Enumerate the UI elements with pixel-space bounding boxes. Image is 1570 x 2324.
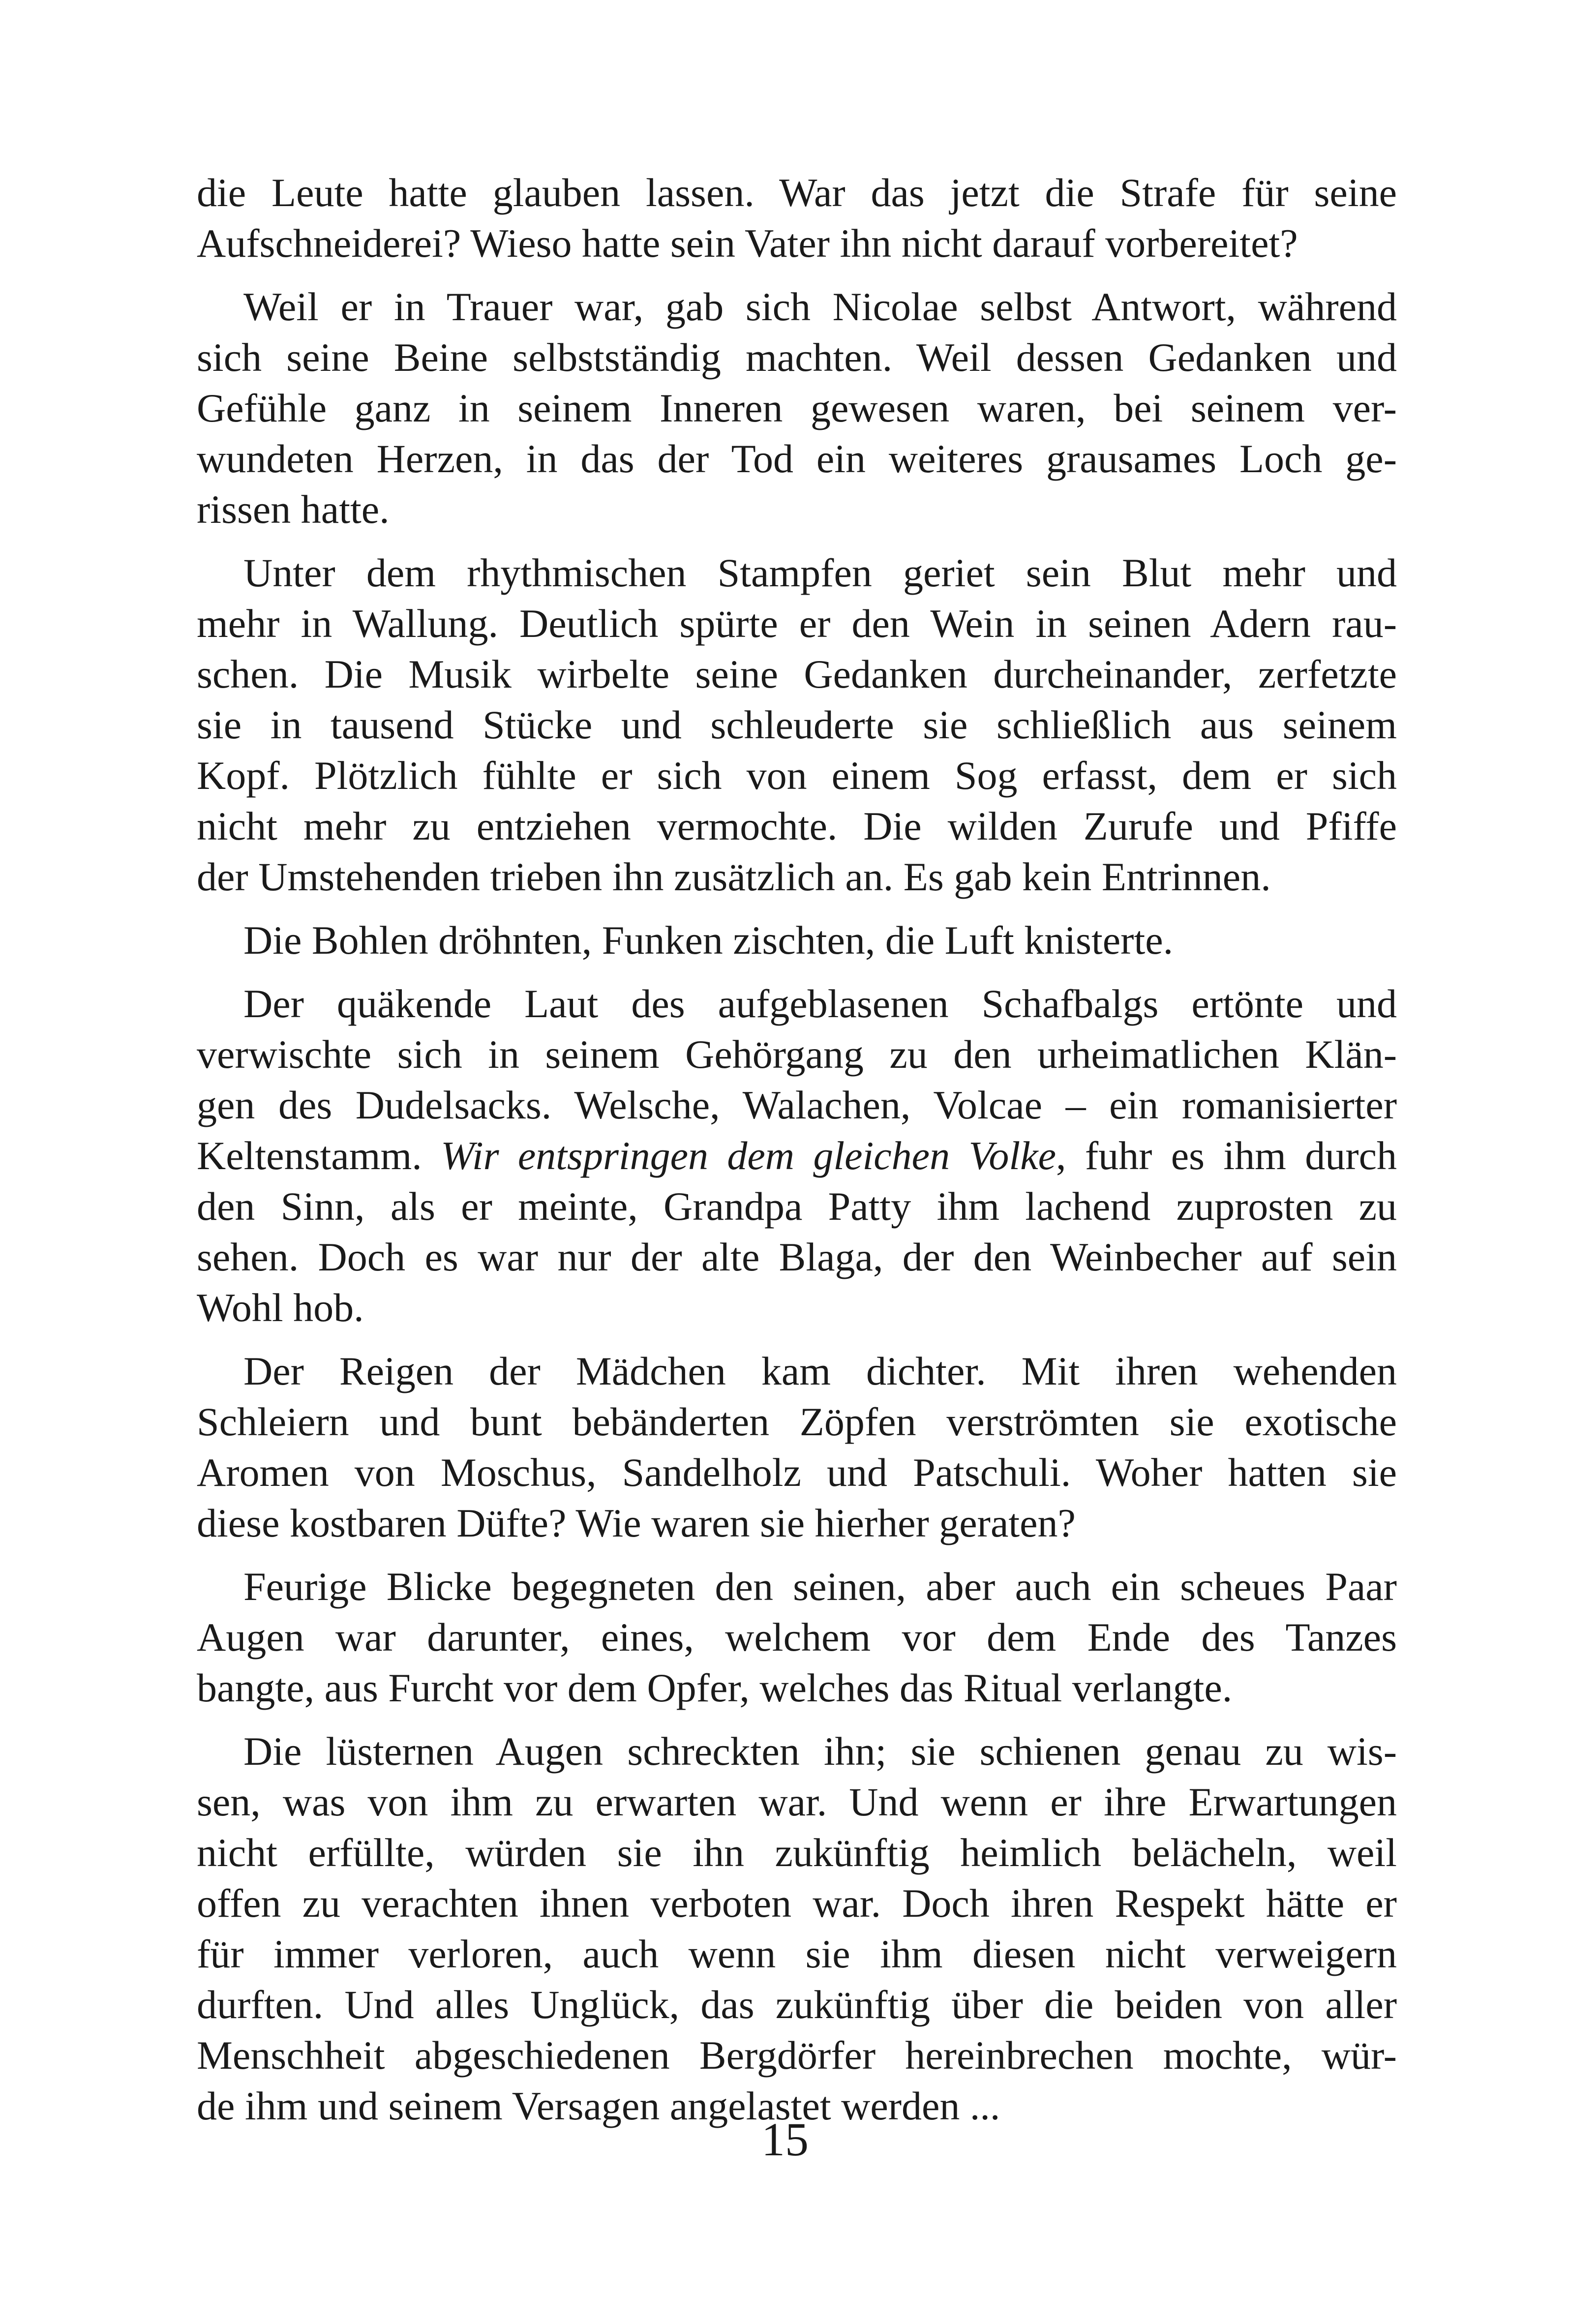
text-line: sehen. Doch es war nur der alte Blaga, der den Weinbecher auf sein xyxy=(197,1235,1397,1279)
text-line: Augen war darunter, eines, welchem vor dem Ende des Tanzes xyxy=(197,1615,1397,1660)
text-line: Die lüsternen Augen schreckten ihn; sie schienen genau zu wis- xyxy=(243,1729,1397,1774)
text-line: Weil er in Trauer war, gab sich Nicolae selbst Antwort, während xyxy=(243,284,1397,329)
text-line: sich seine Beine selbstständig machten. Weil dessen Gedanken und xyxy=(197,335,1397,380)
text-line: die Leute hatte glauben lassen. War das jetzt die Strafe für seine xyxy=(197,170,1397,215)
page-body xyxy=(197,167,1397,2131)
text-line: verwischte sich in seinem Gehörgang zu den urheimatlichen Klän- xyxy=(197,1032,1397,1077)
text-line: gen des Dudelsacks. Welsche, Walachen, Volcae – ein romanisierter xyxy=(197,1083,1397,1127)
text-run: , fuhr es ihm durch xyxy=(1056,1133,1397,1178)
text-line: Schleiern und bunt bebänderten Zöpfen verströmten sie exotische xyxy=(197,1399,1397,1444)
text-line: Der quäkende Laut des aufgeblasenen Schafbalgs ertönte und xyxy=(243,981,1397,1026)
paragraph xyxy=(197,167,1397,269)
text-line: schen. Die Musik wirbelte seine Gedanken durcheinander, zerfetzte xyxy=(197,652,1397,696)
text-line: sen, was von ihm zu erwarten war. Und wenn er ihre Erwartungen xyxy=(197,1780,1397,1824)
text-line: diese kostbaren Düfte? Wie waren sie hierher geraten? xyxy=(197,1501,1076,1545)
text-line: Feurige Blicke begegneten den seinen, aber auch ein scheues Paar xyxy=(243,1564,1397,1609)
text-line: den Sinn, als er meinte, Grandpa Patty ihm lachend zuprosten zu xyxy=(197,1184,1397,1229)
text-line: nicht mehr zu entziehen vermochte. Die wilden Zurufe und Pfiffe xyxy=(197,804,1397,848)
text-line: durften. Und alles Unglück, das zukünftig über die beiden von aller xyxy=(197,1982,1397,2027)
text-line: Die Bohlen dröhnten, Funken zischten, die Luft knisterte. xyxy=(243,918,1174,963)
text-line: bangte, aus Furcht vor dem Opfer, welches das Ritual verlangte. xyxy=(197,1665,1233,1710)
text-line: Menschheit abgeschiedenen Bergdörfer hereinbrechen mochte, wür- xyxy=(197,2033,1397,2078)
text-run: Keltenstamm. xyxy=(197,1133,441,1178)
text-line-with-italic xyxy=(197,1130,1397,1181)
paragraph xyxy=(197,281,1397,535)
italic-quote: Wir entspringen dem gleichen Volke xyxy=(441,1133,1056,1178)
text-line: Der Reigen der Mädchen kam dichter. Mit ihren wehenden xyxy=(243,1349,1397,1393)
text-line: rissen hatte. xyxy=(197,487,390,532)
paragraph xyxy=(197,915,1397,966)
paragraph xyxy=(197,1726,1397,2131)
text-line: wundeten Herzen, in das der Tod ein weiteres grausames Loch ge- xyxy=(197,436,1397,481)
paragraph xyxy=(197,547,1397,902)
text-line: Gefühle ganz in seinem Inneren gewesen waren, bei seinem ver- xyxy=(197,386,1397,430)
text-line: Kopf. Plötzlich fühlte er sich von einem Sog erfasst, dem er sich xyxy=(197,753,1397,798)
text-line: nicht erfüllte, würden sie ihn zukünftig heimlich belächeln, weil xyxy=(197,1830,1397,1875)
text-line: Unter dem rhythmischen Stampfen geriet sein Blut mehr und xyxy=(243,550,1397,595)
text-line: offen zu verachten ihnen verboten war. Doch ihren Respekt hätte er xyxy=(197,1881,1397,1926)
text-line: mehr in Wallung. Deutlich spürte er den Wein in seinen Adern rau- xyxy=(197,601,1397,646)
text-line: de ihm und seinem Versagen angelastet werden ... xyxy=(197,2083,1000,2128)
text-line: der Umstehenden trieben ihn zusätzlich an. Es gab kein Entrinnen. xyxy=(197,854,1271,899)
text-line: Aufschneiderei? Wieso hatte sein Vater ihn nicht darauf vorbereitet? xyxy=(197,221,1298,266)
text-line: Wohl hob. xyxy=(197,1285,364,1330)
paragraph xyxy=(197,1561,1397,1713)
text-line: für immer verloren, auch wenn sie ihm diesen nicht verweigern xyxy=(197,1932,1397,1976)
page-number: 15 xyxy=(761,2113,809,2166)
text-line: sie in tausend Stücke und schleuderte sie schließlich aus seinem xyxy=(197,702,1397,747)
paragraph xyxy=(197,978,1397,1333)
text-line: Aromen von Moschus, Sandelholz und Patschuli. Woher hatten sie xyxy=(197,1450,1397,1495)
paragraph xyxy=(197,1346,1397,1548)
